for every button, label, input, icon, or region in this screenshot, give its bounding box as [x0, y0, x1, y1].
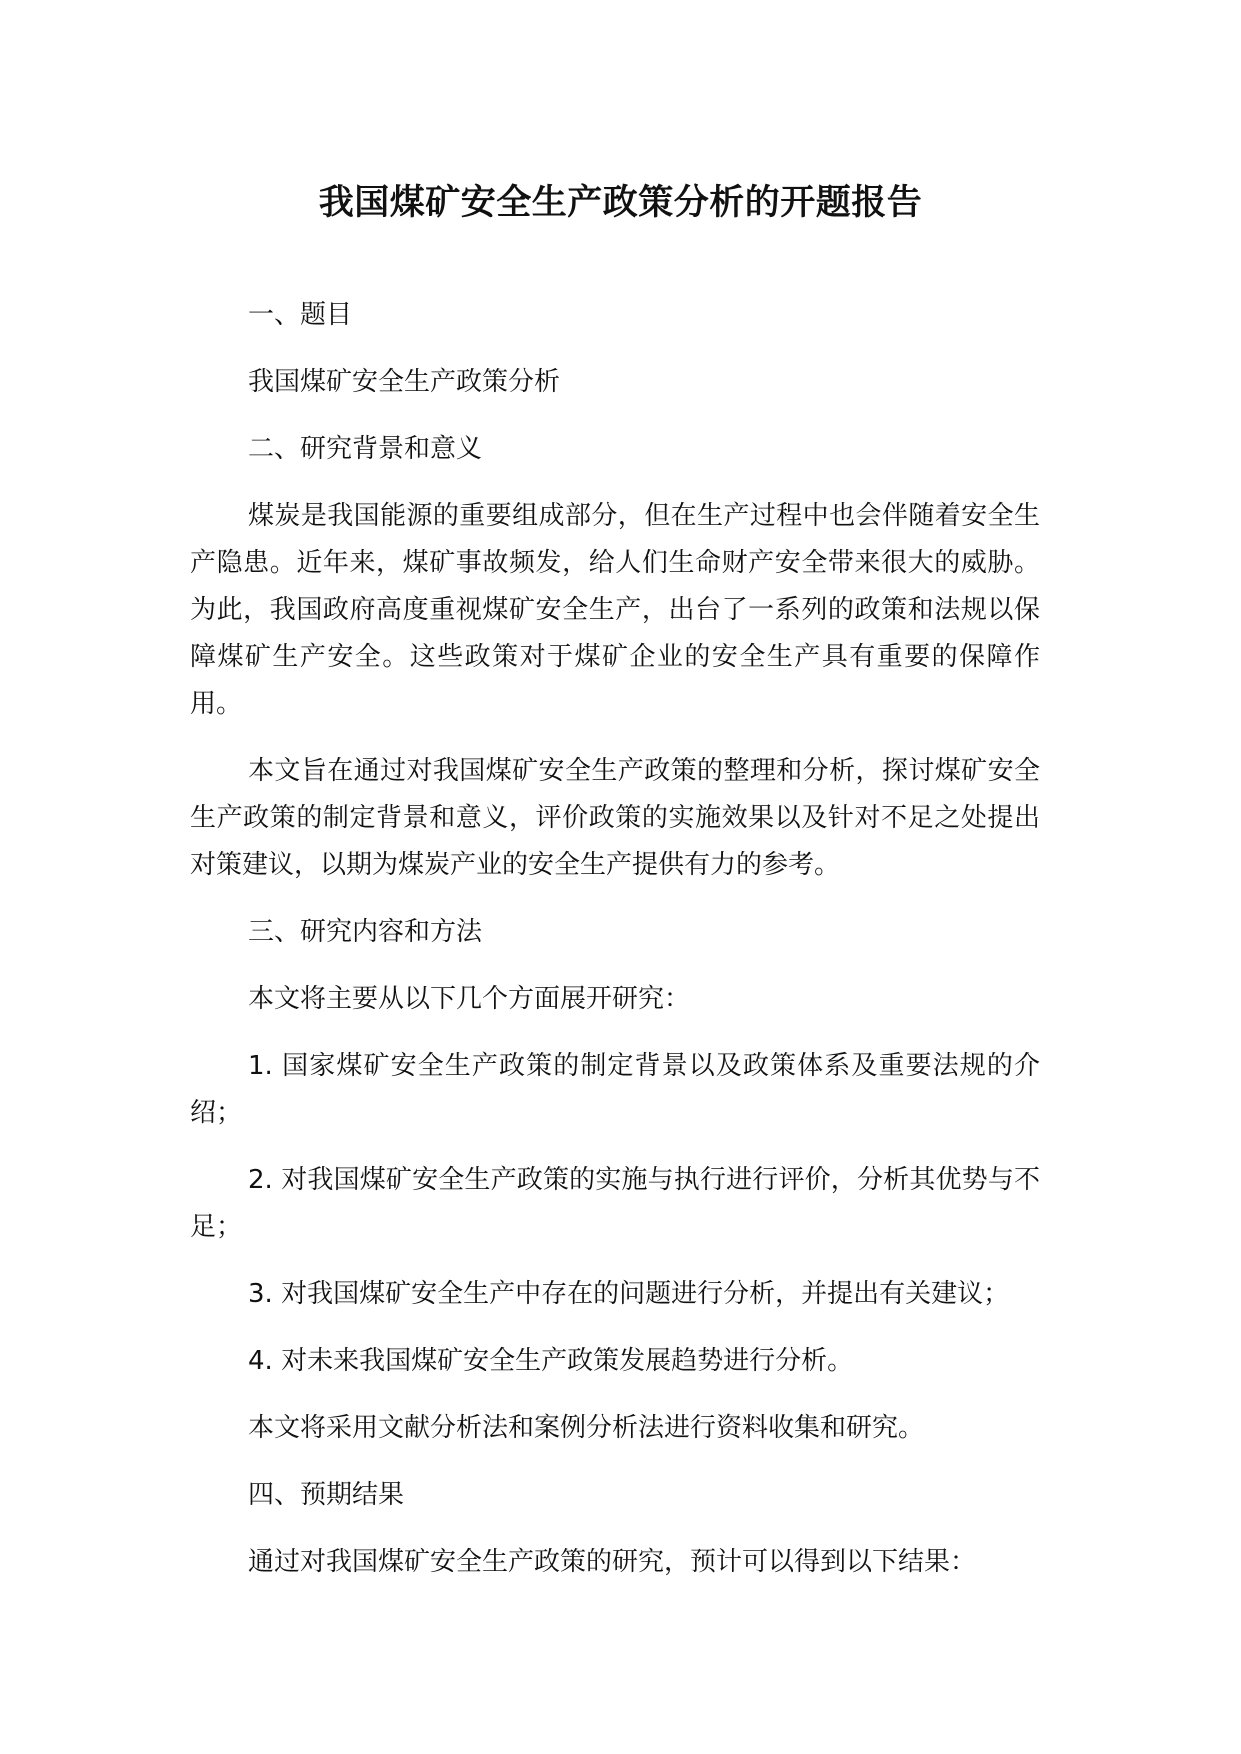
paragraph-topic-text: 我国煤矿安全生产政策分析 — [248, 367, 561, 397]
section-heading-topic: 一、题目 — [248, 300, 353, 330]
section-heading-background: 二、研究背景和意义 — [248, 434, 483, 464]
section-heading-content-method: 三、研究内容和方法 — [248, 917, 483, 947]
section-heading-expected-results: 四、预期结果 — [248, 1480, 405, 1510]
paragraph-background: 煤炭是我国能源的重要组成部分，但在生产过程中也会伴随着安全生产隐患。近年来，煤矿事故频发，给人们生命财产安全带来很大的威胁。为此，我国政府高度重视煤矿安全生产，出台了一系列的政策和法规以保障煤矿生产安全。这些政策对于煤矿企业的安全生产具有重要的保障作用。 — [190, 501, 1040, 719]
list-item-4: 4. 对未来我国煤矿安全生产政策发展趋势进行分析。 — [248, 1346, 854, 1376]
list-item-2: 2. 对我国煤矿安全生产政策的实施与执行进行评价，分析其优势与不足； — [190, 1165, 1040, 1242]
paragraph-research-intro: 本文将主要从以下几个方面展开研究： — [248, 984, 691, 1014]
paragraph-expected-results: 通过对我国煤矿安全生产政策的研究，预计可以得到以下结果： — [248, 1547, 977, 1577]
list-item-3: 3. 对我国煤矿安全生产中存在的问题进行分析，并提出有关建议； — [248, 1279, 1010, 1309]
paragraph-method: 本文将采用文献分析法和案例分析法进行资料收集和研究。 — [248, 1413, 925, 1443]
document-body — [190, 292, 1040, 1606]
list-item-1: 1. 国家煤矿安全生产政策的制定背景以及政策体系及重要法规的介绍； — [190, 1051, 1040, 1128]
paragraph-purpose: 本文旨在通过对我国煤矿安全生产政策的整理和分析，探讨煤矿安全生产政策的制定背景和意义，评价政策的实施效果以及针对不足之处提出对策建议，以期为煤炭产业的安全生产提供有力的参考。 — [190, 756, 1040, 880]
document-title: 我国煤矿安全生产政策分析的开题报告 — [318, 183, 923, 223]
